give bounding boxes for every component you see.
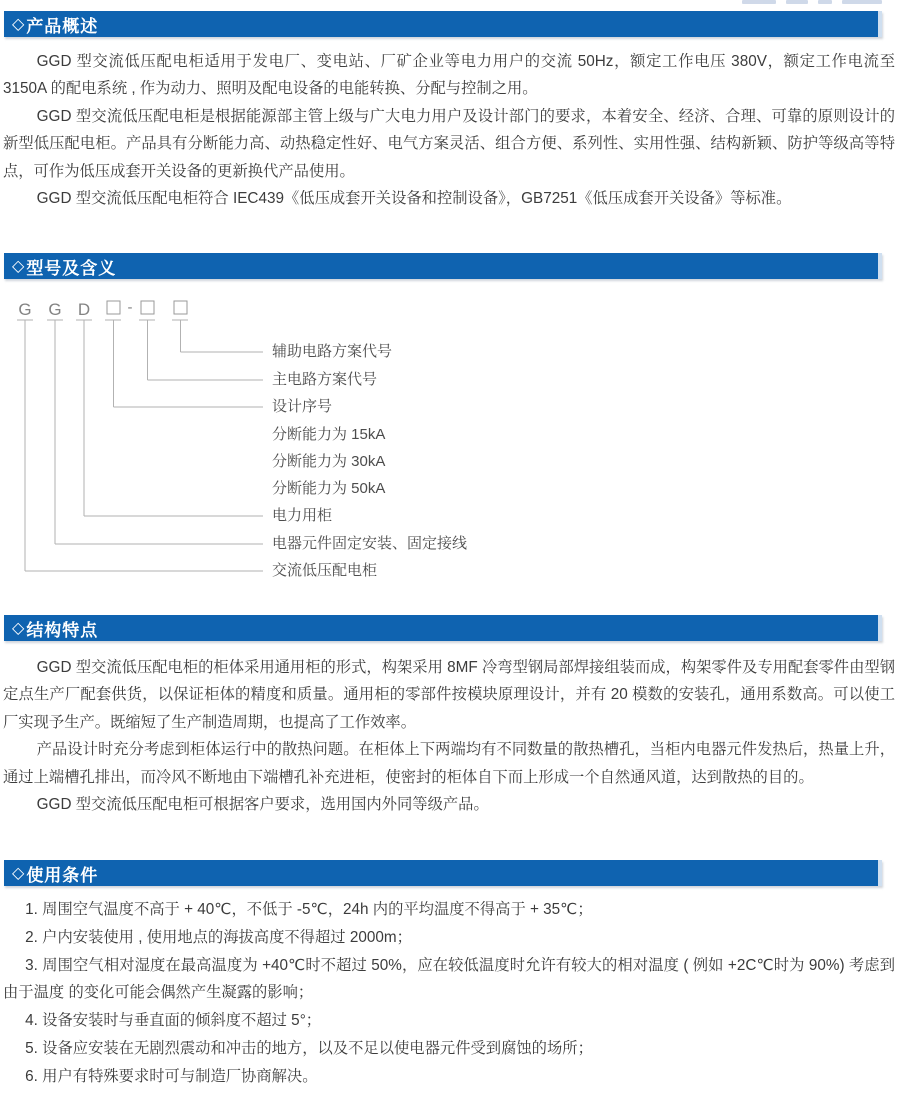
condition-item: 2. 户内安装使用 , 使用地点的海拔高度不得超过 2000m； (25, 928, 412, 946)
structure-paragraph: GGD 型交流低压配电柜可根据客户要求，选用国内外同等级产品。 (36, 796, 489, 814)
structure-body (3, 654, 895, 818)
diamond-icon: ◇ (12, 620, 26, 637)
model-box-aux-circuit (174, 301, 187, 314)
model-label-design-serial: 设计序号 (272, 398, 333, 415)
model-label-breaking-15ka: 分断能力为 15kA (272, 426, 386, 443)
section-title-conditions: 使用条件 (26, 865, 99, 885)
model-label-breaking-30ka: 分断能力为 30kA (272, 453, 386, 470)
model-label-fixed-mounting: 电器元件固定安装、固定接线 (272, 535, 468, 552)
model-label-power-cabinet: 电力用柜 (272, 507, 333, 524)
condition-item: 4. 设备安装时与垂直面的倾斜度不超过 5°； (25, 1012, 322, 1030)
overview-paragraph: GGD 型交流低压配电柜适用于发电厂、变电站、厂矿企业等电力用户的交流 50Hz，额定工作电压 380V，额定工作电流至 3150A 的配电系统 , 作为动力、照明及配电设备的电能转换、分配与控制之用。 (3, 53, 895, 98)
model-label-ac-lv-cabinet: 交流低压配电柜 (272, 562, 378, 579)
model-designation-diagram (0, 280, 900, 592)
section-header-overview (4, 11, 882, 37)
model-letter-g1: G (18, 300, 32, 319)
condition-item: 5. 设备应安装在无剧烈震动和冲击的地方，以及不足以使电器元件受到腐蚀的场所； (25, 1039, 593, 1057)
overview-paragraph: GGD 型交流低压配电柜是根据能源部主管上级与广大电力用户及设计部门的要求，本着安全、经济、合理、可靠的原则设计的新型低压配电柜。产品具有分断能力高、动热稳定性好、电气方案灵活、组合方便、系列性、实用性强、结构新颖、防护等级高等特点，可作为低压成套开关设备的更新换代产品使用。 (3, 107, 895, 180)
conditions-body (3, 896, 895, 1091)
structure-paragraph: GGD 型交流低压配电柜的柜体采用通用柜的形式，构架采用 8MF 冷弯型钢局部焊接组装而成，构架零件及专用配套零件由型钢定点生产厂配套供货，以保证柜体的精度和质量。通用柜的零部件按模块原理设计，并有 20 模数的安装孔，通用系数高。可以使工厂实现予生产。既缩短了生产制造周期，也提高了工作效率。 (3, 659, 895, 731)
section-title-overview: 产品概述 (26, 16, 99, 36)
model-label-breaking-50ka: 分断能力为 50kA (272, 480, 386, 497)
section-title-structure: 结构特点 (26, 620, 99, 640)
cropped-header-fragment (742, 0, 882, 5)
section-header-model (4, 253, 882, 279)
condition-item: 1. 周围空气温度不高于 + 40℃，不低于 -5℃，24h 内的平均温度不得高于 + 35℃； (25, 901, 593, 918)
model-letter-g2: G (48, 300, 62, 319)
section-header-conditions (4, 860, 882, 886)
model-label-aux-circuit: 辅助电路方案代号 (272, 343, 393, 360)
connector-lines (17, 320, 263, 571)
diamond-icon: ◇ (12, 16, 26, 33)
model-label-main-circuit: 主电路方案代号 (272, 371, 378, 388)
condition-item: 3. 周围空气相对湿度在最高温度为 +40℃时不超过 50%，应在较低温度时允许有较大的相对温度 ( 例如 +2C℃时为 90%) 考虑到由于温度 的变化可能会偶然产生凝露的影响； (3, 956, 895, 1002)
model-box-design-serial (107, 301, 120, 314)
structure-paragraph: 产品设计时充分考虑到柜体运行中的散热问题。在柜体上下两端均有不同数量的散热槽孔，当柜内电器元件发热后，热量上升，通过上端槽孔排出，而冷风不断地由下端槽孔补充进柜，使密封的柜体自下而上形成一个自然通风道，达到散热的目的。 (3, 741, 895, 786)
model-letter-d: D (77, 300, 91, 319)
model-box-main-circuit (141, 301, 154, 314)
diamond-icon: ◇ (12, 865, 26, 882)
section-title-model: 型号及含义 (26, 258, 117, 278)
model-dash: - (127, 299, 133, 316)
section-header-structure (4, 615, 882, 641)
overview-paragraph: GGD 型交流低压配电柜符合 IEC439《低压成套开关设备和控制设备》，GB7251《低压成套开关设备》等标准。 (36, 190, 792, 208)
condition-item: 6. 用户有特殊要求时可与制造厂协商解决。 (25, 1067, 318, 1085)
overview-body (3, 48, 895, 212)
diamond-icon: ◇ (12, 258, 26, 275)
